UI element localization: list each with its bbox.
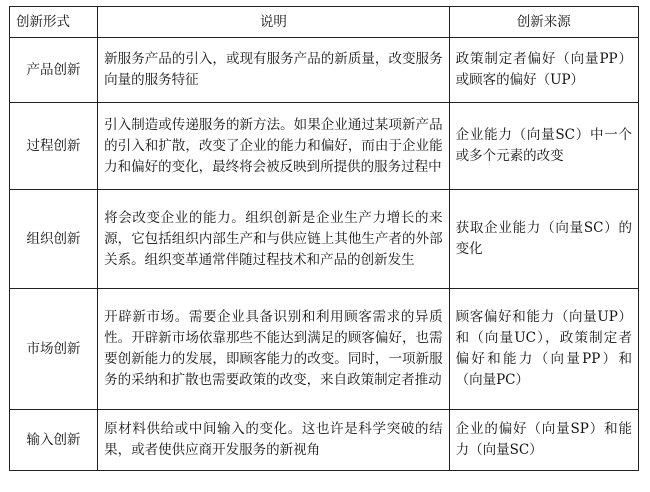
row-description: 新服务产品的引入，或现有服务产品的新质量，改变服务向量的服务特征 xyxy=(98,38,449,103)
row-description: 开辟新市场。需要企业具备识别和利用顾客需求的异质性。开辟新市场依靠那些不能达到满足的顾客偏好，也需要创新能力的发展，即顾客能力的改变。同时，一项新服务的采纳和扩散也需要政策的改变，来自政策制定者推动 xyxy=(98,289,449,410)
row-form: 市场创新 xyxy=(10,289,98,410)
row-source: 获取企业能力（向量SC）的变化 xyxy=(449,190,638,289)
header-row xyxy=(10,7,639,38)
row-form: 输入创新 xyxy=(10,410,98,471)
row-source: 企业的偏好（向量SP）和能力（向量SC） xyxy=(449,410,638,471)
row-description: 引入制造或传递服务的新方法。如果企业通过某项新产品的引入和扩散，改变了企业的能力和偏好，而由于企业能力和偏好的变化，最终将会被反映到所提供的服务过程中 xyxy=(98,103,449,190)
row-form: 过程创新 xyxy=(10,103,98,190)
header-source: 创新来源 xyxy=(449,7,638,38)
table-row xyxy=(10,289,639,410)
table-row xyxy=(10,190,639,289)
row-source: 政策制定者偏好（向量PP）或顾客的偏好（UP） xyxy=(449,38,638,103)
table-row xyxy=(10,103,639,190)
row-source: 企业能力（向量SC）中一个或多个元素的改变 xyxy=(449,103,638,190)
row-form: 组织创新 xyxy=(10,190,98,289)
row-description: 将会改变企业的能力。组织创新是企业生产力增长的来源，它包括组织内部生产和与供应链上其他生产者的外部关系。组织变革通常伴随过程技术和产品的创新发生 xyxy=(98,190,449,289)
row-form: 产品创新 xyxy=(10,38,98,103)
row-source: 顾客偏好和能力（向量UP）和（向量UC），政策制定者偏好和能力（向量PP）和（向量PC） xyxy=(449,289,638,410)
header-description: 说明 xyxy=(98,7,449,38)
header-form: 创新形式 xyxy=(10,7,98,38)
row-description: 原材料供给或中间输入的变化。这也许是科学突破的结果，或者使供应商开发服务的新视角 xyxy=(98,410,449,471)
table-row xyxy=(10,38,639,103)
table-row xyxy=(10,410,639,471)
innovation-table xyxy=(9,6,639,471)
